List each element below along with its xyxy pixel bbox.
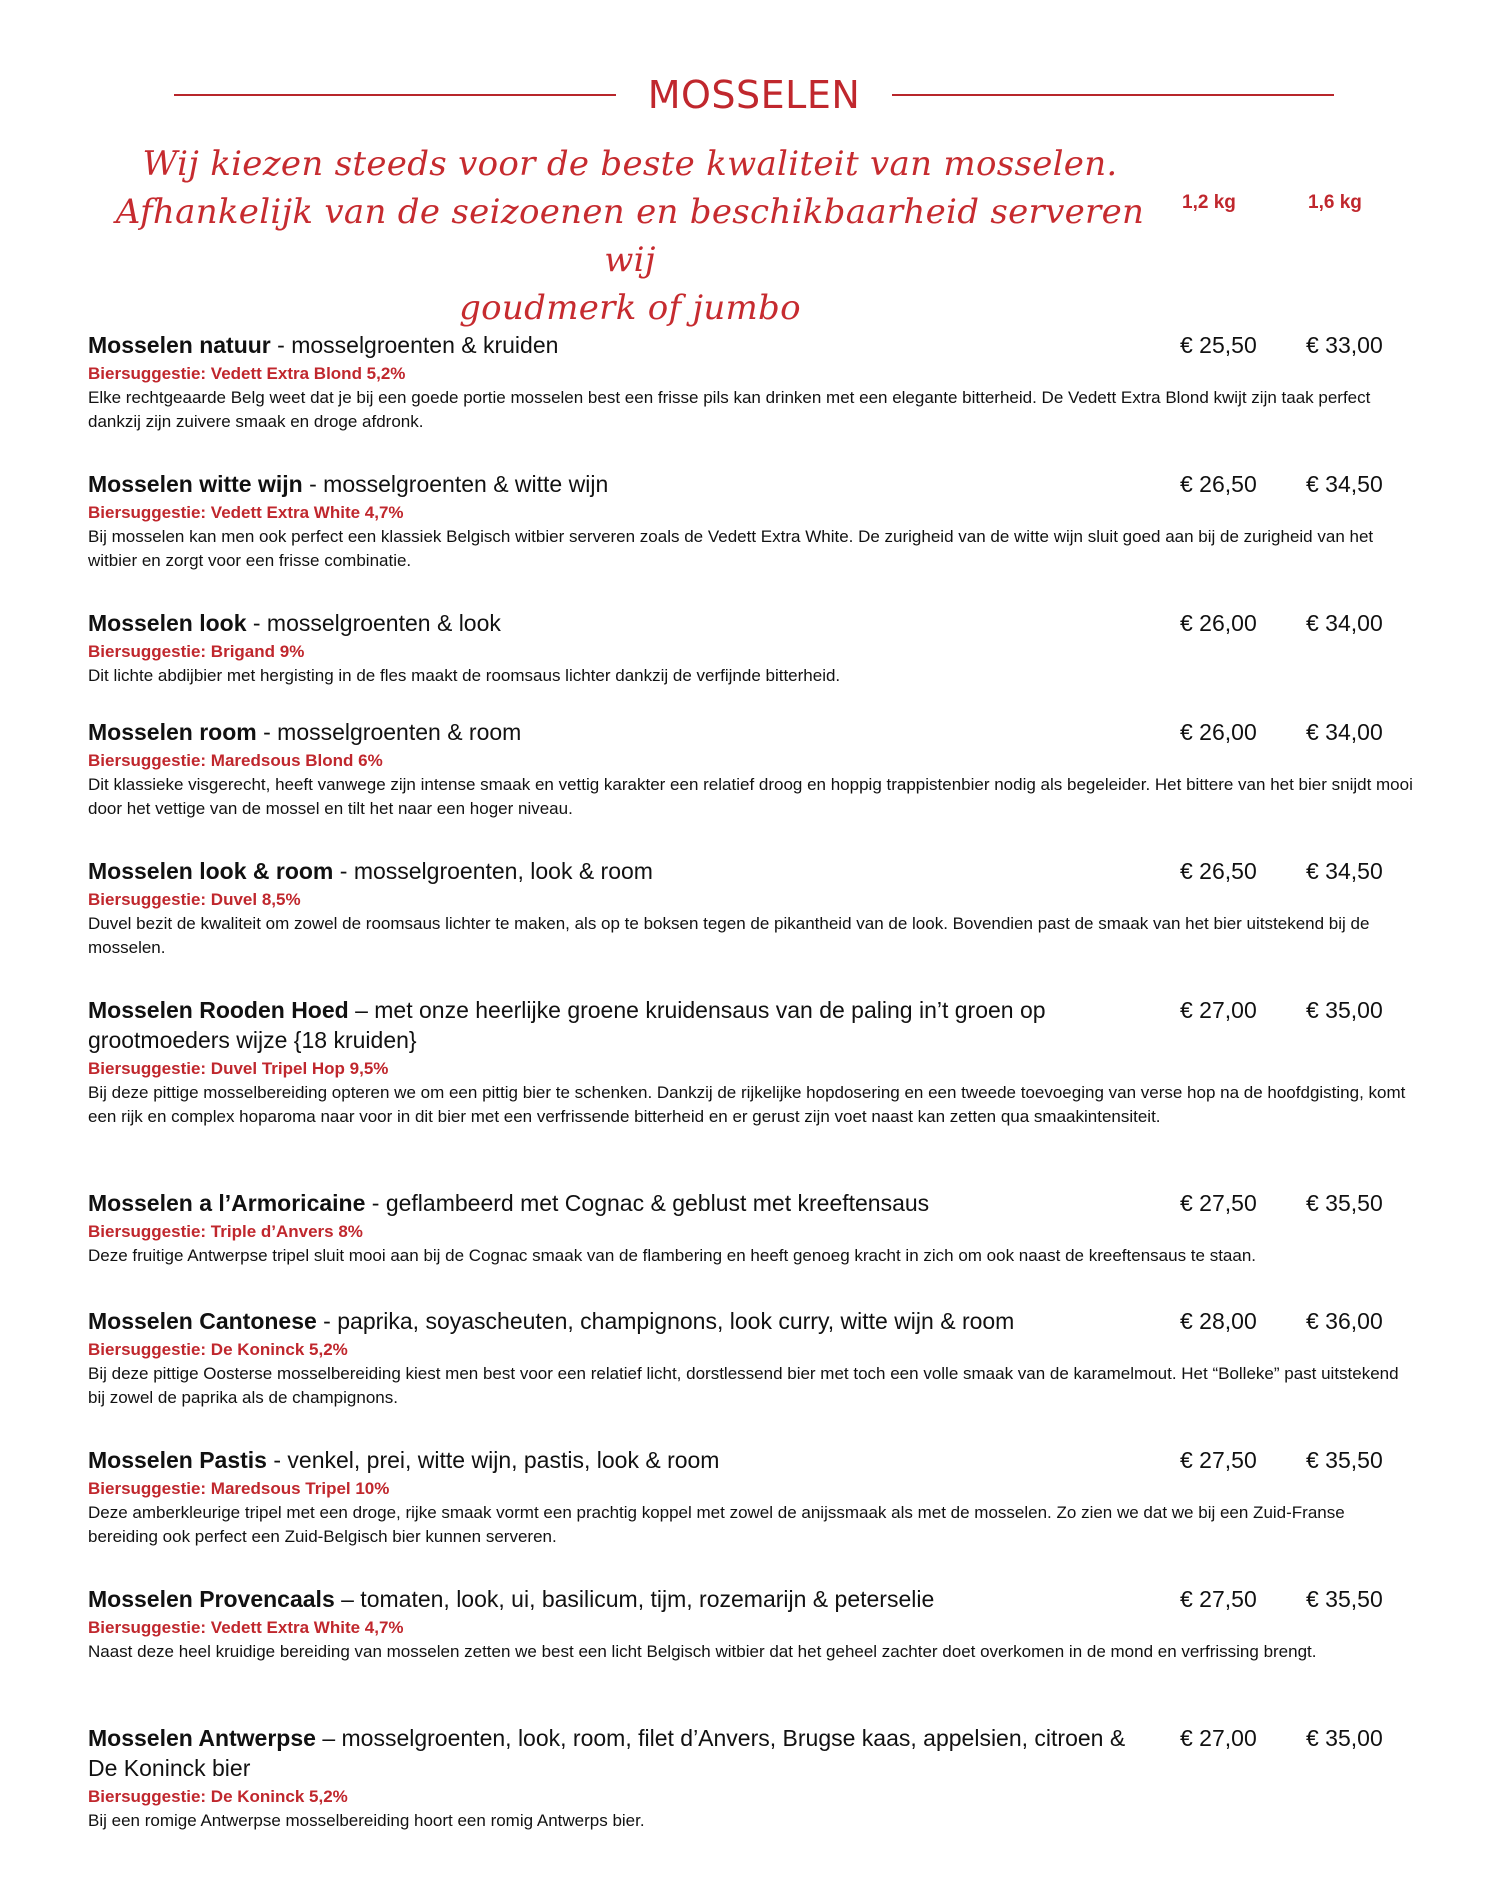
dish-name: Mosselen Provencaals <box>88 1586 335 1612</box>
dish-name: Mosselen look <box>88 610 247 636</box>
dish-heading <box>88 995 1408 1055</box>
dish-description: - mosselgroenten & kruiden <box>270 332 559 358</box>
dish-title <box>88 856 1148 886</box>
section-header <box>174 70 1334 120</box>
dish-name: Mosselen look & room <box>88 858 334 884</box>
size-header-small: 1,2 kg <box>1182 192 1236 213</box>
dish-name: Mosselen Antwerpse <box>88 1725 316 1751</box>
dish-heading <box>88 1188 1408 1218</box>
menu-item-mosselen-look-room <box>88 856 1408 960</box>
price-large: € 34,00 <box>1306 610 1383 636</box>
dish-heading <box>88 1723 1408 1783</box>
price-large: € 35,00 <box>1306 1725 1383 1751</box>
price-small: € 27,50 <box>1180 1447 1257 1473</box>
dish-heading <box>88 1306 1408 1336</box>
beer-note: Bij een romige Antwerpse mosselbereiding hoort een romig Antwerps bier. <box>88 1811 645 1830</box>
dish-name: Mosselen natuur <box>88 332 271 358</box>
menu-item-mosselen-provencaals <box>88 1584 1408 1664</box>
dish-description: - mosselgroenten, look & room <box>333 858 653 884</box>
section-title: MOSSELEN <box>647 73 861 117</box>
dish-description: - mosselgroenten & room <box>256 719 522 745</box>
dish-name: Mosselen witte wijn <box>88 471 303 497</box>
dish-title <box>88 1306 1148 1336</box>
beer-suggestion: Biersuggestie: Duvel 8,5% <box>88 890 301 909</box>
dish-title <box>88 995 1148 1055</box>
menu-item-mosselen-armoricaine <box>88 1188 1408 1268</box>
dish-title <box>88 608 1148 638</box>
dish-description: - mosselgroenten & look <box>246 610 501 636</box>
beer-note: Elke rechtgeaarde Belg weet dat je bij een goede portie mosselen best een frisse pils kan drinken met een elegante bitterheid. De Vedett Extra Blond kwijt zijn taak perfect dankzij zijn zuivere smaak en droge afdronk. <box>88 388 1371 431</box>
beer-suggestion: Biersuggestie: Triple d’Anvers 8% <box>88 1222 363 1241</box>
dish-description: - venkel, prei, witte wijn, pastis, look & room <box>266 1447 720 1473</box>
beer-note: Bij deze pittige mosselbereiding opteren we om een pittig bier te schenken. Dankzij de rijkelijke hopdosering en een tweede toevoeging van verse hop na de hoofdgisting, komt een rijk en complex hoparoma naar voor in dit bier met een verfrissende bitterheid en er gerust zijn voet naast kan zetten qua smaakintensiteit. <box>88 1083 1406 1126</box>
menu-item-mosselen-rooden-hoed <box>88 995 1408 1129</box>
dish-title <box>88 330 1148 360</box>
beer-suggestion: Biersuggestie: Vedett Extra Blond 5,2% <box>88 364 406 383</box>
intro-text <box>90 140 1170 332</box>
price-large: € 33,00 <box>1306 332 1383 358</box>
price-large: € 36,00 <box>1306 1308 1383 1334</box>
menu-item-mosselen-room <box>88 717 1413 821</box>
dish-title <box>88 1445 1148 1475</box>
price-small: € 26,50 <box>1180 471 1257 497</box>
dish-description: – mosselgroenten, look, room, filet d’Anvers, Brugse kaas, appelsien, citroen & De Koninck bier <box>88 1725 1126 1781</box>
beer-suggestion: Biersuggestie: Duvel Tripel Hop 9,5% <box>88 1059 389 1078</box>
dish-name: Mosselen Pastis <box>88 1447 267 1473</box>
price-small: € 27,00 <box>1180 1725 1257 1751</box>
menu-item-mosselen-witte-wijn <box>88 469 1408 573</box>
beer-suggestion: Biersuggestie: De Koninck 5,2% <box>88 1787 348 1806</box>
price-small: € 27,50 <box>1180 1190 1257 1216</box>
dish-name: Mosselen room <box>88 719 257 745</box>
dish-heading <box>88 717 1408 747</box>
price-large: € 35,00 <box>1306 997 1383 1023</box>
beer-note: Deze fruitige Antwerpse tripel sluit mooi aan bij de Cognac smaak van de flambering en heeft genoeg kracht in zich om ook naast de kreeftensaus te staan. <box>88 1246 1257 1265</box>
price-large: € 35,50 <box>1306 1190 1383 1216</box>
dish-title <box>88 1584 1148 1614</box>
dish-description: – met onze heerlijke groene kruidensaus van de paling in’t groen op grootmoeders wijze {18 kruiden} <box>88 997 1046 1053</box>
menu-item-mosselen-natuur <box>88 330 1408 434</box>
dish-description: - mosselgroenten & witte wijn <box>302 471 609 497</box>
price-large: € 34,50 <box>1306 858 1383 884</box>
dish-description: - paprika, soyascheuten, champignons, look curry, witte wijn & room <box>316 1308 1015 1334</box>
dish-title <box>88 1188 1148 1218</box>
price-small: € 25,50 <box>1180 332 1257 358</box>
dish-title <box>88 717 1148 747</box>
beer-note: Dit klassieke visgerecht, heeft vanwege zijn intense smaak en vettig karakter een relatief droog en hoppig trappistenbier nodig als begeleider. Het bittere van het bier snijdt mooi door het vettige van de mossel en tilt het naar een hoger niveau. <box>88 775 1413 818</box>
menu-item-mosselen-antwerpse <box>88 1723 1408 1833</box>
beer-suggestion: Biersuggestie: Maredsous Blond 6% <box>88 751 383 770</box>
dish-heading <box>88 1584 1408 1614</box>
menu-item-mosselen-cantonese <box>88 1306 1408 1410</box>
price-small: € 26,50 <box>1180 858 1257 884</box>
price-large: € 34,50 <box>1306 471 1383 497</box>
beer-note: Duvel bezit de kwaliteit om zowel de roomsaus lichter te maken, als op te boksen tegen de pikantheid van de look. Bovendien past de smaak van het bier uitstekend bij de mosselen. <box>88 914 1370 957</box>
beer-suggestion: Biersuggestie: Vedett Extra White 4,7% <box>88 1618 404 1637</box>
beer-note: Bij mosselen kan men ook perfect een klassiek Belgisch witbier serveren zoals de Vedett Extra White. De zurigheid van de witte wijn sluit goed aan bij de zurigheid van het witbier en zorgt voor een frisse combinatie. <box>88 527 1374 570</box>
dish-title <box>88 1723 1148 1783</box>
size-header-large: 1,6 kg <box>1308 192 1362 213</box>
beer-note: Dit lichte abdijbier met hergisting in de fles maakt de roomsaus lichter dankzij de verfijnde bitterheid. <box>88 666 841 685</box>
title-rule-right <box>892 94 1334 96</box>
dish-description: - geflambeerd met Cognac & geblust met kreeftensaus <box>365 1190 930 1216</box>
dish-name: Mosselen Cantonese <box>88 1308 317 1334</box>
dish-heading <box>88 330 1408 360</box>
beer-note: Bij deze pittige Oosterse mosselbereiding kiest men best voor een relatief licht, dorstlessend bier met toch een volle smaak van de karamelmout. Het “Bolleke” past uitstekend bij zowel de paprika als de champignons. <box>88 1364 1399 1407</box>
price-large: € 35,50 <box>1306 1586 1383 1612</box>
dish-heading <box>88 608 1408 638</box>
dish-heading <box>88 469 1408 499</box>
title-rule-left <box>174 94 616 96</box>
price-small: € 26,00 <box>1180 610 1257 636</box>
dish-heading <box>88 1445 1408 1475</box>
intro-line-3: goudmerk of jumbo <box>459 288 801 328</box>
dish-description: – tomaten, look, ui, basilicum, tijm, rozemarijn & peterselie <box>334 1586 935 1612</box>
dish-name: Mosselen Rooden Hoed <box>88 997 349 1023</box>
beer-note: Deze amberkleurige tripel met een droge, rijke smaak vormt een prachtig koppel met zowel de anijssmaak als met de mosselen. Zo zien we dat we bij een Zuid-Franse bereiding ook perfect een Zuid-Belgisch bier kunnen serveren. <box>88 1503 1345 1546</box>
price-small: € 27,00 <box>1180 997 1257 1023</box>
beer-suggestion: Biersuggestie: Brigand 9% <box>88 642 305 661</box>
dish-name: Mosselen a l’Armoricaine <box>88 1190 366 1216</box>
beer-suggestion: Biersuggestie: Vedett Extra White 4,7% <box>88 503 404 522</box>
menu-item-mosselen-look <box>88 608 1408 688</box>
dish-heading <box>88 856 1408 886</box>
beer-suggestion: Biersuggestie: Maredsous Tripel 10% <box>88 1479 390 1498</box>
menu-item-mosselen-pastis <box>88 1445 1408 1549</box>
price-small: € 27,50 <box>1180 1586 1257 1612</box>
intro-line-1: Wij kiezen steeds voor de beste kwaliteit van mosselen. <box>142 144 1118 184</box>
price-large: € 34,00 <box>1306 719 1383 745</box>
price-large: € 35,50 <box>1306 1447 1383 1473</box>
beer-note: Naast deze heel kruidige bereiding van mosselen zetten we best een licht Belgisch witbier dat het geheel zachter doet overkomen in de mond en verfrissing brengt. <box>88 1642 1317 1661</box>
price-small: € 26,00 <box>1180 719 1257 745</box>
price-small: € 28,00 <box>1180 1308 1257 1334</box>
dish-title <box>88 469 1148 499</box>
intro-line-2: Afhankelijk van de seizoenen en beschikbaarheid serveren wij <box>115 192 1145 280</box>
beer-suggestion: Biersuggestie: De Koninck 5,2% <box>88 1340 348 1359</box>
